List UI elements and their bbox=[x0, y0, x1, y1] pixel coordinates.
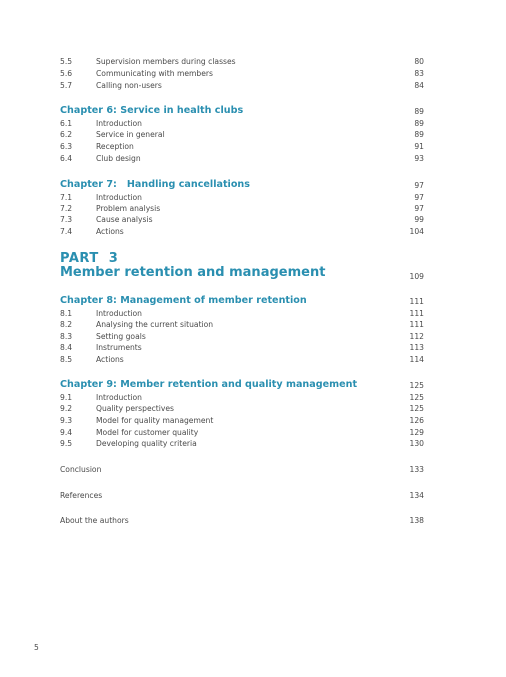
chapter-title: Chapter 6: Service in health clubs bbox=[60, 105, 244, 116]
toc-entry-8-1 bbox=[60, 309, 424, 319]
page-ref: 133 bbox=[409, 465, 424, 474]
section-title: Communicating with members bbox=[96, 69, 214, 78]
page-ref: 125 bbox=[409, 393, 424, 402]
page-ref: 138 bbox=[409, 516, 424, 525]
chapter-title: Chapter 8: Management of member retention bbox=[60, 295, 307, 306]
section-title: Service in general bbox=[96, 130, 165, 139]
page-ref: 91 bbox=[414, 142, 424, 151]
section-title: Actions bbox=[96, 355, 124, 364]
section-number: 5.6 bbox=[60, 69, 73, 78]
chapter-title: Chapter 7: Handling cancellations bbox=[60, 179, 250, 190]
page-ref: 134 bbox=[409, 491, 424, 500]
section-number: 6.2 bbox=[60, 130, 73, 139]
part-title: Member retention and management bbox=[60, 265, 326, 280]
toc-entry-9-1 bbox=[60, 393, 424, 403]
page-ref: 93 bbox=[414, 154, 424, 163]
section-title: Problem analysis bbox=[96, 204, 161, 213]
section-number: 9.2 bbox=[60, 404, 73, 413]
toc-entry-about-authors bbox=[60, 516, 424, 526]
toc-entry-7-1 bbox=[60, 193, 424, 203]
section-number: 6.1 bbox=[60, 119, 73, 128]
section-title: Club design bbox=[96, 154, 141, 163]
toc-entry-9-5 bbox=[60, 439, 424, 449]
section-title: Introduction bbox=[96, 119, 142, 128]
page-ref: 111 bbox=[409, 297, 424, 306]
section-title: Model for customer quality bbox=[96, 428, 199, 437]
page-ref: 104 bbox=[409, 227, 424, 236]
entry-title: About the authors bbox=[60, 516, 129, 525]
page-ref: 112 bbox=[409, 332, 424, 341]
section-title: Reception bbox=[96, 142, 134, 151]
page-ref: 80 bbox=[414, 57, 424, 66]
page-ref: 125 bbox=[409, 404, 424, 413]
section-number: 9.5 bbox=[60, 439, 73, 448]
toc-entry-8-3 bbox=[60, 332, 424, 342]
chapter-7-heading bbox=[60, 178, 424, 191]
part-label: PART 3 bbox=[60, 251, 119, 266]
toc-entry-8-2 bbox=[60, 320, 424, 330]
section-number: 7.3 bbox=[60, 215, 73, 224]
section-number: 7.4 bbox=[60, 227, 73, 236]
toc-entry-9-3 bbox=[60, 416, 424, 426]
page-ref: 84 bbox=[414, 81, 424, 90]
entry-title: Conclusion bbox=[60, 465, 102, 474]
toc-entry-6-1 bbox=[60, 119, 424, 129]
page-ref: 111 bbox=[409, 309, 424, 318]
section-title: Model for quality management bbox=[96, 416, 214, 425]
section-number: 8.5 bbox=[60, 355, 73, 364]
section-title: Introduction bbox=[96, 193, 142, 202]
toc-entry-references bbox=[60, 491, 424, 501]
page-ref: 97 bbox=[414, 204, 424, 213]
section-number: 8.1 bbox=[60, 309, 73, 318]
toc-entry-6-4 bbox=[60, 154, 424, 164]
page-ref: 83 bbox=[414, 69, 424, 78]
section-number: 9.4 bbox=[60, 428, 73, 437]
toc-entry-9-2 bbox=[60, 404, 424, 414]
toc-entry-5-7 bbox=[60, 81, 424, 91]
page-ref: 109 bbox=[409, 272, 424, 281]
page-ref: 111 bbox=[409, 320, 424, 329]
section-title: Introduction bbox=[96, 309, 142, 318]
toc-entry-8-4 bbox=[60, 343, 424, 353]
chapter-9-heading bbox=[60, 378, 424, 391]
part-title-heading bbox=[60, 265, 424, 281]
toc-entry-7-2 bbox=[60, 204, 424, 214]
section-number: 5.7 bbox=[60, 81, 73, 90]
section-number: 7.1 bbox=[60, 193, 73, 202]
section-number: 6.4 bbox=[60, 154, 73, 163]
section-number: 6.3 bbox=[60, 142, 73, 151]
section-title: Setting goals bbox=[96, 332, 146, 341]
section-number: 8.3 bbox=[60, 332, 73, 341]
section-title: Analysing the current situation bbox=[96, 320, 214, 329]
page-number: 5 bbox=[34, 643, 39, 652]
page-ref: 89 bbox=[414, 119, 424, 128]
page-ref: 99 bbox=[414, 215, 424, 224]
section-number: 9.1 bbox=[60, 393, 73, 402]
toc-entry-7-3 bbox=[60, 215, 424, 225]
toc-entry-5-5 bbox=[60, 57, 424, 67]
chapter-8-heading bbox=[60, 294, 424, 307]
section-title: Cause analysis bbox=[96, 215, 153, 224]
chapter-6-heading bbox=[60, 104, 424, 117]
chapter-title: Chapter 9: Member retention and quality management bbox=[60, 379, 358, 390]
section-title: Calling non-users bbox=[96, 81, 162, 90]
toc-entry-conclusion bbox=[60, 465, 424, 475]
page-ref: 130 bbox=[409, 439, 424, 448]
toc-entry-6-3 bbox=[60, 142, 424, 152]
section-title: Supervision members during classes bbox=[96, 57, 236, 66]
section-number: 7.2 bbox=[60, 204, 73, 213]
section-number: 5.5 bbox=[60, 57, 73, 66]
entry-title: References bbox=[60, 491, 103, 500]
section-title: Quality perspectives bbox=[96, 404, 174, 413]
page-ref: 114 bbox=[409, 355, 424, 364]
section-number: 8.4 bbox=[60, 343, 73, 352]
section-title: Actions bbox=[96, 227, 124, 236]
toc-entry-7-4 bbox=[60, 227, 424, 237]
section-title: Instruments bbox=[96, 343, 142, 352]
toc-entry-6-2 bbox=[60, 130, 424, 140]
page-ref: 97 bbox=[414, 193, 424, 202]
toc-entry-8-5 bbox=[60, 355, 424, 365]
page-ref: 97 bbox=[414, 181, 424, 190]
page-ref: 113 bbox=[409, 343, 424, 352]
page-ref: 125 bbox=[409, 381, 424, 390]
section-title: Introduction bbox=[96, 393, 142, 402]
page-ref: 89 bbox=[414, 107, 424, 116]
page-ref: 129 bbox=[409, 428, 424, 437]
toc-entry-5-6 bbox=[60, 69, 424, 79]
page-ref: 89 bbox=[414, 130, 424, 139]
toc-entry-9-4 bbox=[60, 428, 424, 438]
section-number: 8.2 bbox=[60, 320, 73, 329]
page-ref: 126 bbox=[409, 416, 424, 425]
section-title: Developing quality criteria bbox=[96, 439, 197, 448]
section-number: 9.3 bbox=[60, 416, 73, 425]
